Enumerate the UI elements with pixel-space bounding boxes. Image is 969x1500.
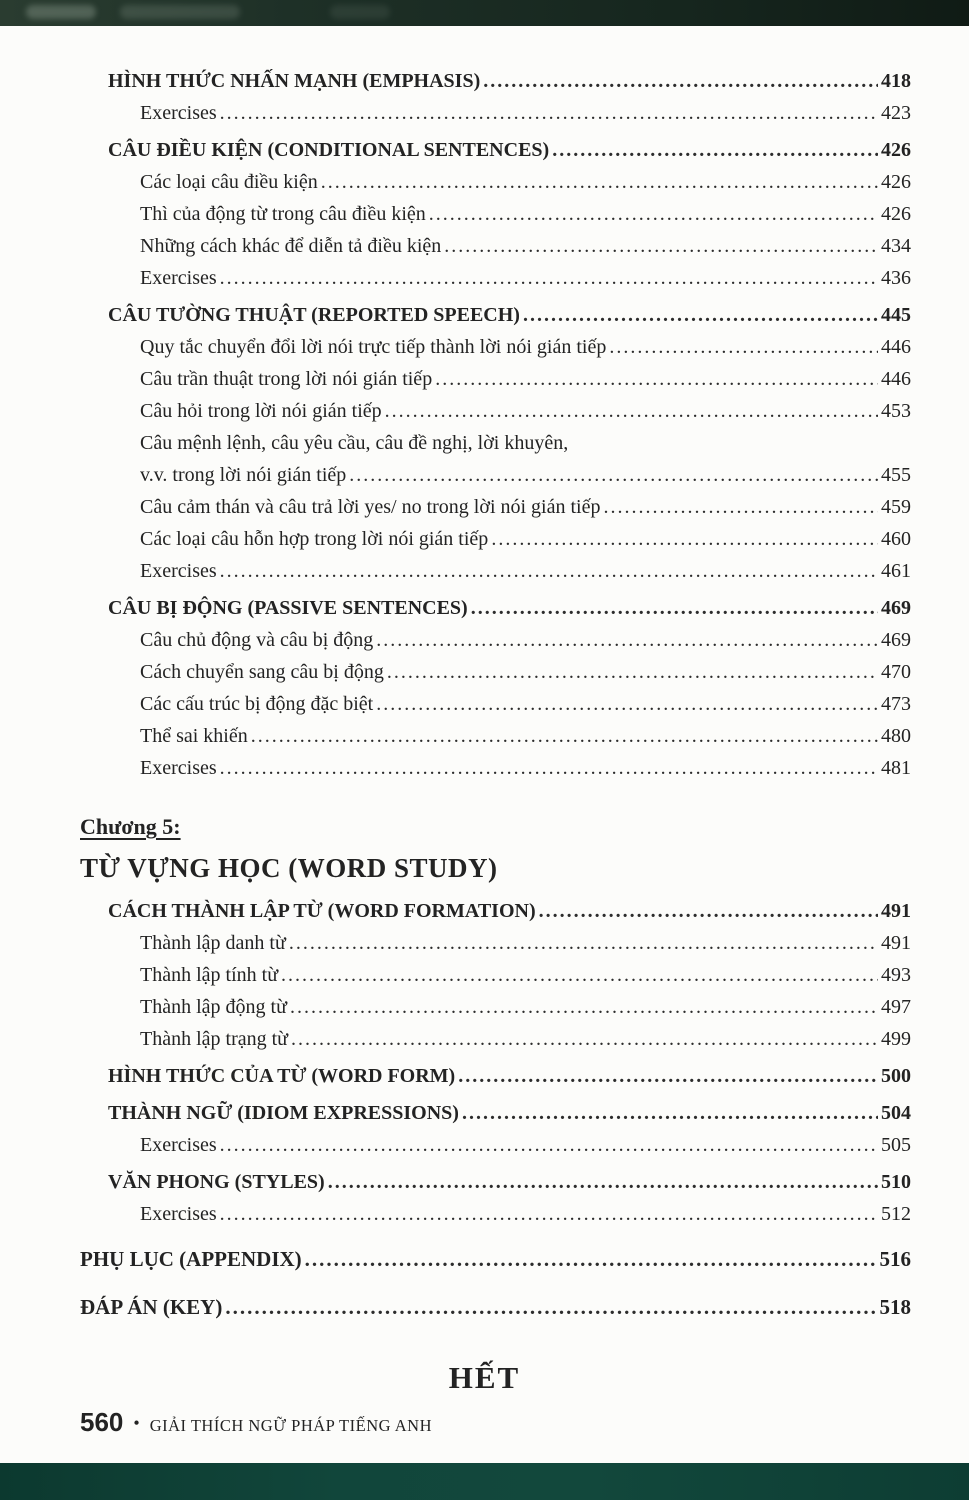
toc-entry-label: Cách chuyển sang câu bị động [140,661,384,683]
dot-leader [305,1240,877,1278]
toc-entry-label: Câu chủ động và câu bị động [140,629,374,651]
dot-leader [471,592,878,624]
toc-entry [80,1288,911,1326]
toc-entry-label: Exercises [140,560,217,582]
toc-entry [80,427,911,459]
dot-leader [444,230,878,262]
dot-leader [220,752,878,784]
toc-entry-page: 512 [881,1203,911,1225]
toc-entry-page: 504 [881,1102,911,1124]
toc-entry-label: Exercises [140,1203,217,1225]
toc-entry-page: 469 [881,629,911,651]
toc-entry [80,1129,911,1161]
toc-entry-page: 461 [881,560,911,582]
toc-entry [80,331,911,363]
scan-bottom-edge [0,1463,969,1500]
scan-artifact [330,5,390,19]
dot-leader [429,198,878,230]
toc-entry-page: 426 [881,171,911,193]
dot-leader [376,688,878,720]
toc-entry [80,198,911,230]
toc-entry-page: 460 [881,528,911,550]
dot-leader [609,331,878,363]
toc-entry [80,299,911,331]
toc-entry-label: HÌNH THỨC CỦA TỪ (WORD FORM) [108,1065,456,1087]
toc-entry-page: 491 [881,932,911,954]
toc-entry [80,927,911,959]
toc-entry-label: CÂU BỊ ĐỘNG (PASSIVE SENTENCES) [108,597,468,619]
toc-entry [80,166,911,198]
toc-entry-label: Câu mệnh lệnh, câu yêu cầu, câu đề nghị, lời khuyên, [140,432,569,454]
toc-entry-page: 418 [881,70,911,92]
toc-entry [80,808,911,846]
toc-entry-label: Thể sai khiến [140,725,248,747]
toc-entry-label: Exercises [140,757,217,779]
toc-entry [80,1166,911,1198]
toc-entry-page: 480 [881,725,911,747]
toc-entry-page: 516 [879,1247,911,1271]
toc-entry-label: Exercises [140,267,217,289]
toc-entry-label: Exercises [140,102,217,124]
toc-entry [80,959,911,991]
toc-entry [80,134,911,166]
toc-entry [80,1198,911,1230]
toc-entry-label: VĂN PHONG (STYLES) [108,1171,325,1193]
toc-entry-label: PHỤ LỤC (APPENDIX) [80,1247,302,1271]
toc-entry [80,592,911,624]
dot-leader [435,363,878,395]
dot-leader [376,624,878,656]
toc-entry-label: ĐÁP ÁN (KEY) [80,1295,223,1319]
toc-entry [80,846,911,890]
toc-entry-label: HÌNH THỨC NHẤN MẠNH (EMPHASIS) [108,70,481,92]
scan-artifact [120,5,240,19]
toc-entry [80,624,911,656]
toc-entry [80,491,911,523]
toc-entry-label: Câu cảm thán và câu trả lời yes/ no trong lời nói gián tiếp [140,496,601,518]
footer-bullet: • [133,1413,140,1433]
toc-entry-page: 497 [881,996,911,1018]
toc-entry-label: CÁCH THÀNH LẬP TỪ (WORD FORMATION) [108,900,536,922]
toc-entry [80,363,911,395]
scan-top-edge [0,0,969,26]
toc-entry-label: Thì của động từ trong câu điều kiện [140,203,426,225]
toc-entry-page: 459 [881,496,911,518]
toc-entry-page: 500 [881,1065,911,1087]
dot-leader [523,299,878,331]
toc-entry-page: 518 [879,1295,911,1319]
toc-entry [80,395,911,427]
dot-leader [462,1097,878,1129]
footer-page-number: 560 [80,1407,124,1437]
toc-entry-label: Câu trần thuật trong lời nói gián tiếp [140,368,433,390]
scan-artifact [26,5,96,19]
toc-entry-page: 481 [881,757,911,779]
dot-leader [220,262,878,294]
toc-entry [80,523,911,555]
toc-entry-page: 510 [881,1171,911,1193]
toc-entry [80,1097,911,1129]
dot-leader [251,720,878,752]
toc-entry [80,459,911,491]
toc-entry-page: 426 [881,139,911,161]
dot-leader [281,959,878,991]
dot-leader [385,395,878,427]
toc-entry [80,991,911,1023]
toc-entry-page: 434 [881,235,911,257]
dot-leader [483,65,878,97]
dot-leader [349,459,878,491]
toc-entry-label: Quy tắc chuyển đổi lời nói trực tiếp thành lời nói gián tiếp [140,336,607,358]
toc-entry [80,656,911,688]
dot-leader [220,555,878,587]
toc-entry [80,752,911,784]
toc-entry-label: CÂU ĐIỀU KIỆN (CONDITIONAL SENTENCES) [108,139,550,161]
dot-leader [291,1023,878,1055]
toc-entry-page: 423 [881,102,911,124]
toc-entry-label: Các loại câu điều kiện [140,171,318,193]
dot-leader [458,1060,878,1092]
toc-entry-label: Exercises [140,1134,217,1156]
toc-entry-label: v.v. trong lời nói gián tiếp [140,464,347,486]
dot-leader [539,895,878,927]
toc-entry-page: 499 [881,1028,911,1050]
toc-entry-page: 469 [881,597,911,619]
toc-entry-page: 473 [881,693,911,715]
dot-leader [290,991,878,1023]
toc-entry-page: 446 [881,368,911,390]
toc-entry-label: TỪ VỰNG HỌC (WORD STUDY) [80,853,498,883]
toc-entry-page: 453 [881,400,911,422]
toc-entry-label: Chương 5: [80,814,181,839]
toc-entry [80,1060,911,1092]
dot-leader [220,1198,878,1230]
toc-entry-page: 505 [881,1134,911,1156]
toc-entry [80,895,911,927]
dot-leader [289,927,878,959]
toc-entry-page: 470 [881,661,911,683]
dot-leader [220,97,878,129]
dot-leader [387,656,878,688]
toc-entry [80,1240,911,1278]
dot-leader [220,1129,878,1161]
toc-entry-label: CÂU TƯỜNG THUẬT (REPORTED SPEECH) [108,304,520,326]
toc-entry-page: 491 [881,900,911,922]
toc-entry [80,262,911,294]
toc-entry-page: 436 [881,267,911,289]
dot-leader [321,166,878,198]
toc-entry-label: Thành lập trạng từ [140,1028,289,1050]
toc-entry [80,720,911,752]
toc-entry [80,97,911,129]
toc-entry-label: Thành lập danh từ [140,932,286,954]
dot-leader [328,1166,878,1198]
dot-leader [603,491,878,523]
dot-leader [552,134,878,166]
toc-entry-page: 455 [881,464,911,486]
toc-entry [80,555,911,587]
toc-entry-page: 426 [881,203,911,225]
toc-entry-label: Những cách khác để diễn tả điều kiện [140,235,442,257]
toc-entry-page: 445 [881,304,911,326]
page-footer [80,1407,432,1438]
dot-leader [491,523,878,555]
toc-entry [80,688,911,720]
dot-leader [225,1288,876,1326]
toc-entry-label: THÀNH NGỮ (IDIOM EXPRESSIONS) [108,1102,459,1124]
toc-entry-page: 493 [881,964,911,986]
toc-entry [80,1023,911,1055]
footer-book-title: GIẢI THÍCH NGỮ PHÁP TIẾNG ANH [149,1416,432,1435]
toc-entry-label: Thành lập tính từ [140,964,279,986]
toc-entry-page: 446 [881,336,911,358]
toc-entry-label: Câu hỏi trong lời nói gián tiếp [140,400,382,422]
toc-entry-label: Các loại câu hỗn hợp trong lời nói gián tiếp [140,528,489,550]
toc-entry [80,230,911,262]
end-marker: HẾT [448,1360,521,1395]
toc-entry-label: Các cấu trúc bị động đặc biệt [140,693,374,715]
toc-entry [80,65,911,97]
toc-entry-label: Thành lập động từ [140,996,287,1018]
